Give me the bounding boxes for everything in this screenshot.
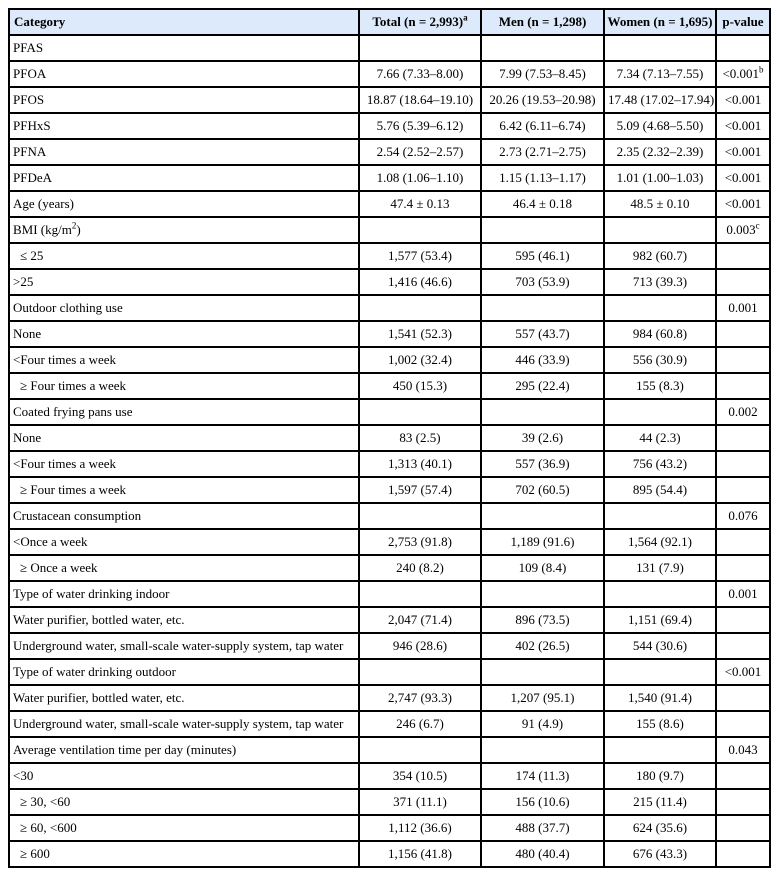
category-cell	[9, 789, 359, 815]
category-cell	[9, 711, 359, 737]
men-cell	[481, 659, 604, 685]
men-cell	[481, 581, 604, 607]
women-cell: 1,540 (91.4)	[604, 685, 716, 711]
men-cell	[481, 737, 604, 763]
category-cell	[9, 113, 359, 139]
men-cell: 896 (73.5)	[481, 607, 604, 633]
pvalue-superscript: b	[759, 64, 764, 75]
col-header-category-label: Category	[14, 13, 66, 29]
total-cell: 2,747 (93.3)	[359, 685, 481, 711]
total-cell: 1,156 (41.8)	[359, 841, 481, 867]
pvalue-cell	[716, 217, 770, 243]
men-cell	[481, 35, 604, 61]
category-label: ≥ Four times a week	[20, 377, 127, 393]
category-label: ≥ 600	[20, 845, 50, 861]
pvalue-text: 0.002	[728, 403, 758, 419]
total-cell: 246 (6.7)	[359, 711, 481, 737]
women-cell: 5.09 (4.68–5.50)	[604, 113, 716, 139]
men-cell	[481, 295, 604, 321]
category-label: Average ventilation time per day (minutes)	[13, 741, 237, 757]
women-cell	[604, 217, 716, 243]
col-header-pvalue	[716, 9, 770, 35]
women-cell: 131 (7.9)	[604, 555, 716, 581]
men-cell: 402 (26.5)	[481, 633, 604, 659]
category-cell	[9, 763, 359, 789]
pvalue-cell	[716, 763, 770, 789]
table-row	[9, 841, 770, 867]
pvalue-cell	[716, 321, 770, 347]
women-cell	[604, 737, 716, 763]
men-cell: 1.15 (1.13–1.17)	[481, 165, 604, 191]
table-row	[9, 269, 770, 295]
pvalue-cell	[716, 841, 770, 867]
table-row	[9, 87, 770, 113]
category-cell	[9, 529, 359, 555]
pvalue-cell	[716, 61, 770, 87]
women-cell	[604, 581, 716, 607]
category-label: ≥ Once a week	[20, 559, 98, 575]
total-cell	[359, 399, 481, 425]
pvalue-text: <0.001	[724, 663, 762, 679]
pvalue-text: <0.001	[722, 65, 760, 81]
men-cell: 557 (36.9)	[481, 451, 604, 477]
pvalue-cell	[716, 659, 770, 685]
col-header-pvalue-label: p-value	[722, 13, 764, 29]
category-cell	[9, 191, 359, 217]
category-label: PFOS	[13, 91, 45, 107]
total-cell: 946 (28.6)	[359, 633, 481, 659]
category-cell	[9, 399, 359, 425]
pvalue-text: 0.003	[726, 221, 756, 237]
table-row	[9, 373, 770, 399]
total-cell	[359, 659, 481, 685]
men-cell: 91 (4.9)	[481, 711, 604, 737]
total-cell: 1,313 (40.1)	[359, 451, 481, 477]
category-label: None	[13, 325, 42, 341]
table-body	[9, 35, 770, 867]
men-cell: 46.4 ± 0.18	[481, 191, 604, 217]
category-label: Type of water drinking indoor	[13, 585, 170, 601]
category-cell	[9, 269, 359, 295]
total-cell	[359, 737, 481, 763]
men-cell	[481, 503, 604, 529]
women-cell	[604, 503, 716, 529]
pvalue-cell	[716, 789, 770, 815]
table-row	[9, 243, 770, 269]
women-cell: 44 (2.3)	[604, 425, 716, 451]
men-cell: 488 (37.7)	[481, 815, 604, 841]
pvalue-cell	[716, 477, 770, 503]
women-cell: 7.34 (7.13–7.55)	[604, 61, 716, 87]
table-row	[9, 555, 770, 581]
table-row	[9, 165, 770, 191]
total-cell: 1,577 (53.4)	[359, 243, 481, 269]
table-row	[9, 191, 770, 217]
pvalue-cell	[716, 815, 770, 841]
women-cell: 1,151 (69.4)	[604, 607, 716, 633]
pvalue-cell	[716, 633, 770, 659]
category-label: <30	[13, 767, 34, 783]
men-cell: 6.42 (6.11–6.74)	[481, 113, 604, 139]
table-row	[9, 113, 770, 139]
men-cell: 446 (33.9)	[481, 347, 604, 373]
total-cell	[359, 35, 481, 61]
pvalue-text: 0.001	[728, 299, 758, 315]
pvalue-cell	[716, 165, 770, 191]
men-cell: 702 (60.5)	[481, 477, 604, 503]
total-cell: 7.66 (7.33–8.00)	[359, 61, 481, 87]
pvalue-text: 0.076	[728, 507, 758, 523]
category-label: Water purifier, bottled water, etc.	[13, 689, 185, 705]
total-cell: 18.87 (18.64–19.10)	[359, 87, 481, 113]
women-cell: 624 (35.6)	[604, 815, 716, 841]
men-cell: 1,207 (95.1)	[481, 685, 604, 711]
women-cell: 544 (30.6)	[604, 633, 716, 659]
women-cell: 713 (39.3)	[604, 269, 716, 295]
men-cell: 39 (2.6)	[481, 425, 604, 451]
total-cell: 354 (10.5)	[359, 763, 481, 789]
col-header-category	[9, 9, 359, 35]
table-row	[9, 139, 770, 165]
pvalue-cell	[716, 685, 770, 711]
men-cell	[481, 217, 604, 243]
category-label: <Four times a week	[13, 455, 117, 471]
col-header-total-label: Total (n = 2,993)	[372, 13, 464, 29]
table-row	[9, 321, 770, 347]
category-cell	[9, 165, 359, 191]
pvalue-cell	[716, 295, 770, 321]
women-cell: 215 (11.4)	[604, 789, 716, 815]
women-cell: 556 (30.9)	[604, 347, 716, 373]
category-label: <Once a week	[13, 533, 88, 549]
category-label: >25	[13, 273, 34, 289]
category-cell	[9, 841, 359, 867]
women-cell: 48.5 ± 0.10	[604, 191, 716, 217]
pvalue-cell	[716, 35, 770, 61]
pvalue-cell	[716, 373, 770, 399]
pvalue-cell	[716, 87, 770, 113]
women-cell: 2.35 (2.32–2.39)	[604, 139, 716, 165]
category-label: PFAS	[13, 39, 44, 55]
men-cell: 703 (53.9)	[481, 269, 604, 295]
table-row	[9, 217, 770, 243]
table-row	[9, 711, 770, 737]
category-label: None	[13, 429, 42, 445]
category-cell	[9, 295, 359, 321]
pvalue-text: 0.043	[728, 741, 758, 757]
col-header-women-label: Women (n = 1,695)	[607, 13, 713, 29]
pvalue-cell	[716, 581, 770, 607]
table-row	[9, 633, 770, 659]
table-row	[9, 789, 770, 815]
total-cell	[359, 503, 481, 529]
col-header-men	[481, 9, 604, 35]
category-cell	[9, 477, 359, 503]
pvalue-cell	[716, 451, 770, 477]
women-cell: 982 (60.7)	[604, 243, 716, 269]
table-row	[9, 529, 770, 555]
category-label: ≤ 25	[20, 247, 44, 263]
category-label: Water purifier, bottled water, etc.	[13, 611, 185, 627]
category-label: ≥ 60, <600	[20, 819, 77, 835]
total-cell: 1,416 (46.6)	[359, 269, 481, 295]
total-cell: 2.54 (2.52–2.57)	[359, 139, 481, 165]
pvalue-cell	[716, 425, 770, 451]
total-cell: 240 (8.2)	[359, 555, 481, 581]
category-label: Outdoor clothing use	[13, 299, 123, 315]
category-superscript: 2	[71, 220, 77, 231]
table-row	[9, 503, 770, 529]
category-label: Age (years)	[13, 195, 74, 211]
men-cell	[481, 399, 604, 425]
category-label: Underground water, small-scale water-supply system, tap water	[13, 637, 344, 653]
pvalue-cell	[716, 711, 770, 737]
category-cell	[9, 555, 359, 581]
pvalue-cell	[716, 191, 770, 217]
total-cell: 2,753 (91.8)	[359, 529, 481, 555]
category-label: PFNA	[13, 143, 47, 159]
pvalue-cell	[716, 529, 770, 555]
total-cell	[359, 581, 481, 607]
category-cell	[9, 35, 359, 61]
pvalue-superscript: c	[755, 220, 760, 231]
pvalue-cell	[716, 139, 770, 165]
category-cell	[9, 425, 359, 451]
women-cell: 17.48 (17.02–17.94)	[604, 87, 716, 113]
women-cell: 155 (8.6)	[604, 711, 716, 737]
women-cell: 1,564 (92.1)	[604, 529, 716, 555]
category-label: Crustacean consumption	[13, 507, 142, 523]
table-row	[9, 763, 770, 789]
total-cell: 1,541 (52.3)	[359, 321, 481, 347]
men-cell: 156 (10.6)	[481, 789, 604, 815]
table-row	[9, 815, 770, 841]
table-row	[9, 399, 770, 425]
table-row	[9, 737, 770, 763]
category-cell	[9, 659, 359, 685]
total-cell: 371 (11.1)	[359, 789, 481, 815]
category-cell	[9, 633, 359, 659]
women-cell: 984 (60.8)	[604, 321, 716, 347]
total-cell: 83 (2.5)	[359, 425, 481, 451]
women-cell: 1.01 (1.00–1.03)	[604, 165, 716, 191]
col-header-men-label: Men (n = 1,298)	[498, 13, 587, 29]
pvalue-cell	[716, 269, 770, 295]
statistics-table	[8, 8, 771, 868]
table-row	[9, 295, 770, 321]
category-cell	[9, 347, 359, 373]
total-cell: 1,002 (32.4)	[359, 347, 481, 373]
category-label-tail: )	[76, 221, 81, 237]
category-cell	[9, 451, 359, 477]
pvalue-cell	[716, 399, 770, 425]
pvalue-cell	[716, 607, 770, 633]
table-row	[9, 659, 770, 685]
women-cell: 756 (43.2)	[604, 451, 716, 477]
total-cell	[359, 295, 481, 321]
table-row	[9, 581, 770, 607]
men-cell: 557 (43.7)	[481, 321, 604, 347]
category-cell	[9, 87, 359, 113]
pvalue-text: <0.001	[724, 91, 762, 107]
total-cell: 1,112 (36.6)	[359, 815, 481, 841]
category-cell	[9, 217, 359, 243]
table-row	[9, 35, 770, 61]
total-cell: 1,597 (57.4)	[359, 477, 481, 503]
table-row	[9, 347, 770, 373]
category-cell	[9, 503, 359, 529]
category-label: PFDeA	[13, 169, 53, 185]
men-cell: 109 (8.4)	[481, 555, 604, 581]
table-row	[9, 425, 770, 451]
category-cell	[9, 61, 359, 87]
men-cell: 174 (11.3)	[481, 763, 604, 789]
women-cell	[604, 35, 716, 61]
total-cell: 2,047 (71.4)	[359, 607, 481, 633]
col-header-total	[359, 9, 481, 35]
category-cell	[9, 243, 359, 269]
men-cell: 595 (46.1)	[481, 243, 604, 269]
pvalue-text: <0.001	[724, 195, 762, 211]
category-label: BMI (kg/m	[13, 221, 72, 237]
category-label: <Four times a week	[13, 351, 117, 367]
pvalue-cell	[716, 113, 770, 139]
category-cell	[9, 373, 359, 399]
total-cell	[359, 217, 481, 243]
table-row	[9, 685, 770, 711]
category-label: PFHxS	[13, 117, 51, 133]
category-label: ≥ Four times a week	[20, 481, 127, 497]
women-cell: 676 (43.3)	[604, 841, 716, 867]
total-cell: 5.76 (5.39–6.12)	[359, 113, 481, 139]
men-cell: 295 (22.4)	[481, 373, 604, 399]
table-row	[9, 451, 770, 477]
pvalue-text: <0.001	[724, 143, 762, 159]
table-row	[9, 61, 770, 87]
pvalue-text: <0.001	[724, 169, 762, 185]
total-cell: 47.4 ± 0.13	[359, 191, 481, 217]
col-header-women	[604, 9, 716, 35]
category-cell	[9, 815, 359, 841]
women-cell	[604, 399, 716, 425]
category-label: ≥ 30, <60	[20, 793, 71, 809]
header-row	[9, 9, 770, 35]
women-cell: 155 (8.3)	[604, 373, 716, 399]
category-cell	[9, 607, 359, 633]
pvalue-cell	[716, 347, 770, 373]
total-cell: 450 (15.3)	[359, 373, 481, 399]
category-cell	[9, 321, 359, 347]
category-label: PFOA	[13, 65, 47, 81]
category-label: Underground water, small-scale water-supply system, tap water	[13, 715, 344, 731]
men-cell: 480 (40.4)	[481, 841, 604, 867]
women-cell	[604, 659, 716, 685]
category-label: Type of water drinking outdoor	[13, 663, 176, 679]
men-cell: 20.26 (19.53–20.98)	[481, 87, 604, 113]
category-cell	[9, 139, 359, 165]
col-header-total-superscript: a	[463, 12, 468, 23]
pvalue-text: 0.001	[728, 585, 758, 601]
table-row	[9, 477, 770, 503]
women-cell: 180 (9.7)	[604, 763, 716, 789]
pvalue-cell	[716, 243, 770, 269]
women-cell: 895 (54.4)	[604, 477, 716, 503]
category-cell	[9, 685, 359, 711]
pvalue-cell	[716, 503, 770, 529]
men-cell: 1,189 (91.6)	[481, 529, 604, 555]
women-cell	[604, 295, 716, 321]
pvalue-cell	[716, 737, 770, 763]
men-cell: 2.73 (2.71–2.75)	[481, 139, 604, 165]
category-cell	[9, 737, 359, 763]
category-cell	[9, 581, 359, 607]
category-label: Coated frying pans use	[13, 403, 133, 419]
pvalue-cell	[716, 555, 770, 581]
men-cell: 7.99 (7.53–8.45)	[481, 61, 604, 87]
table-row	[9, 607, 770, 633]
pvalue-text: <0.001	[724, 117, 762, 133]
total-cell: 1.08 (1.06–1.10)	[359, 165, 481, 191]
